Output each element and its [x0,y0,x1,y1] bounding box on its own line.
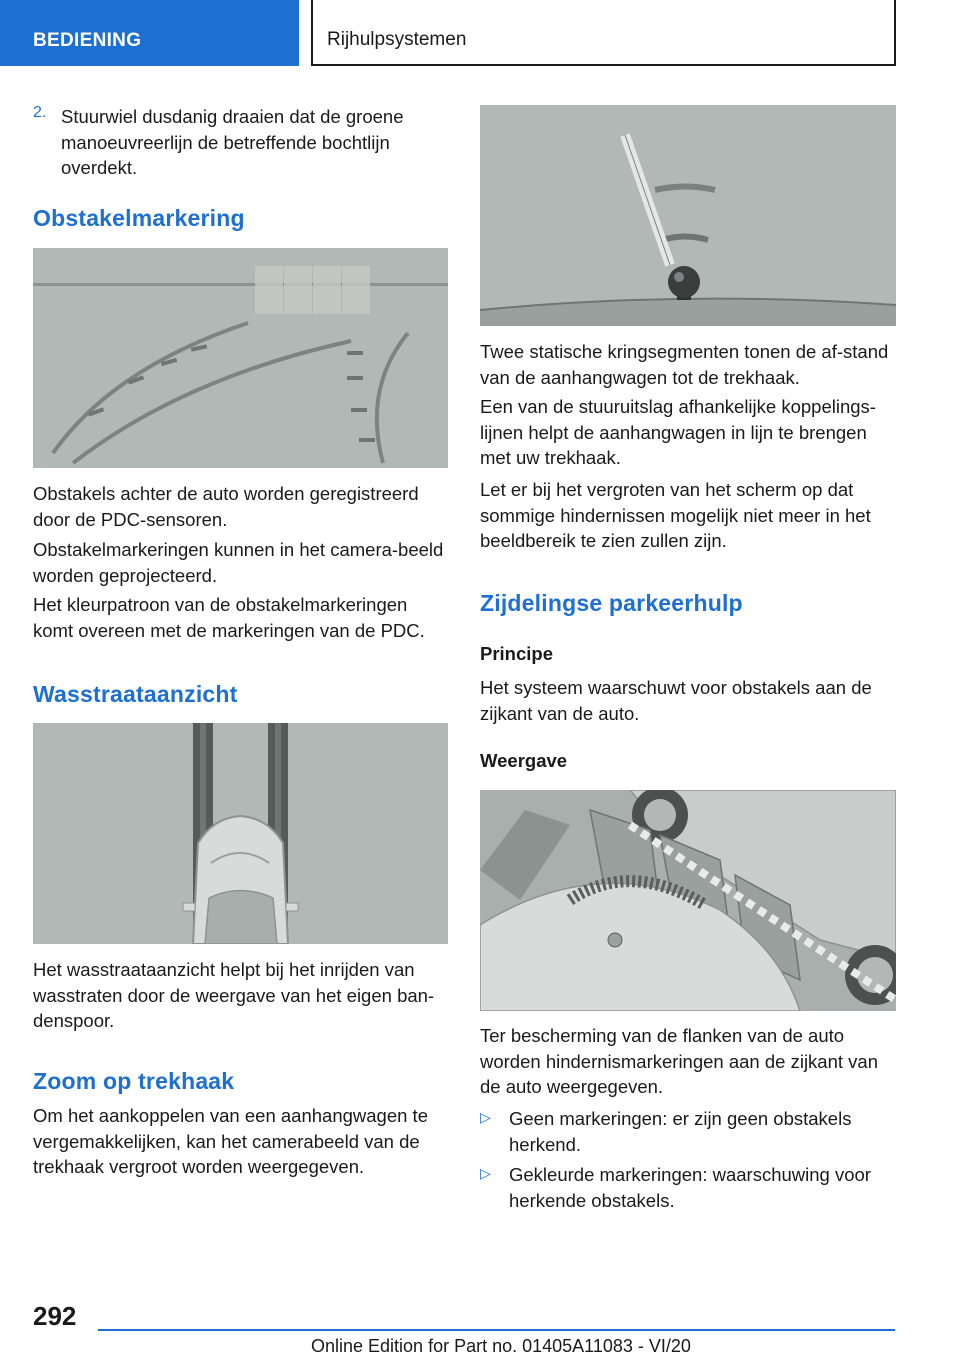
section-tab [0,0,299,66]
section-title: BEDIENING [33,30,142,51]
para-wasstraat: Het wasstraataanzicht helpt bij het inrijden van wasstraten door de weergave van het eigen ban-denspoor. [33,959,435,1031]
bullet-item [480,1162,896,1213]
para-weergave: Ter bescherming van de flanken van de auto worden hindernismarkeringen aan de zijkant van de auto weergegeven. [480,1025,878,1097]
heading-weergave: Weergave [480,750,568,771]
bullet-text: Geen markeringen: er zijn geen obstakels herkend. [509,1108,852,1155]
heading-wasstraataanzicht: Wasstraataanzicht [33,681,238,707]
heading-zijdelingse-parkeerhulp: Zijdelingse parkeerhulp [480,590,743,616]
triangle-bullet-icon: ▷ [480,1165,491,1181]
para-zoom: Om het aankoppelen van een aanhangwagen te vergemakkelijken, kan het camerabeeld van de trekhaak vergroot worden weergegeven. [33,1105,428,1177]
para-obstakel-1: Obstakels achter de auto worden geregistreerd door de PDC-sensoren. [33,483,419,530]
figure-trekhaak [480,105,896,326]
para-obstakel-2: Obstakelmarkeringen kunnen in het camera-beeld worden geprojecteerd. [33,539,444,586]
heading-zoom-trekhaak: Zoom op trekhaak [33,1068,235,1094]
step-2 [33,104,448,181]
para-principe: Het systeem waarschuwt voor obstakels aan de zijkant van de auto. [480,677,872,724]
chapter-title: Rijhulpsystemen [327,29,467,50]
step-number: 2. [33,104,47,121]
figure-obstakelmarkering [33,248,448,468]
bullet-text: Gekleurde markeringen: waarschuwing voor herkende obstakels. [509,1164,871,1211]
para-obstakel-3: Het kleurpatroon van de obstakelmarkeringen komt overeen met de markeringen van de PDC. [33,594,425,641]
figure-weergave [480,790,896,1011]
page-number: 292 [33,1301,77,1331]
triangle-bullet-icon: ▷ [480,1109,491,1125]
para-trek-2: Een van de stuuruitslag afhankelijke koppelings-lijnen helpt de aanhangwagen in lijn te brengen met uw trekhaak. [480,396,876,468]
heading-obstakelmarkering: Obstakelmarkering [33,205,245,231]
bullet-item [480,1106,896,1157]
heading-principe: Principe [480,643,553,664]
chapter-tab [311,0,896,66]
figure-wasstraataanzicht [33,723,448,944]
para-trek-3: Let er bij het vergroten van het scherm op dat sommige hindernissen mogelijk niet meer in het beeldbereik te zien zullen zijn. [480,479,871,551]
para-trek-1: Twee statische kringsegmenten tonen de af-stand van de aanhangwagen tot de trekhaak. [480,341,889,388]
footer-divider [98,1329,895,1331]
step-text: Stuurwiel dusdanig draaien dat de groene manoeuvreerlijn de betreffende bochtlijn overdekt. [61,106,404,178]
footer-edition: Online Edition for Part no. 01405A11083 - VI/20 [311,1336,691,1356]
